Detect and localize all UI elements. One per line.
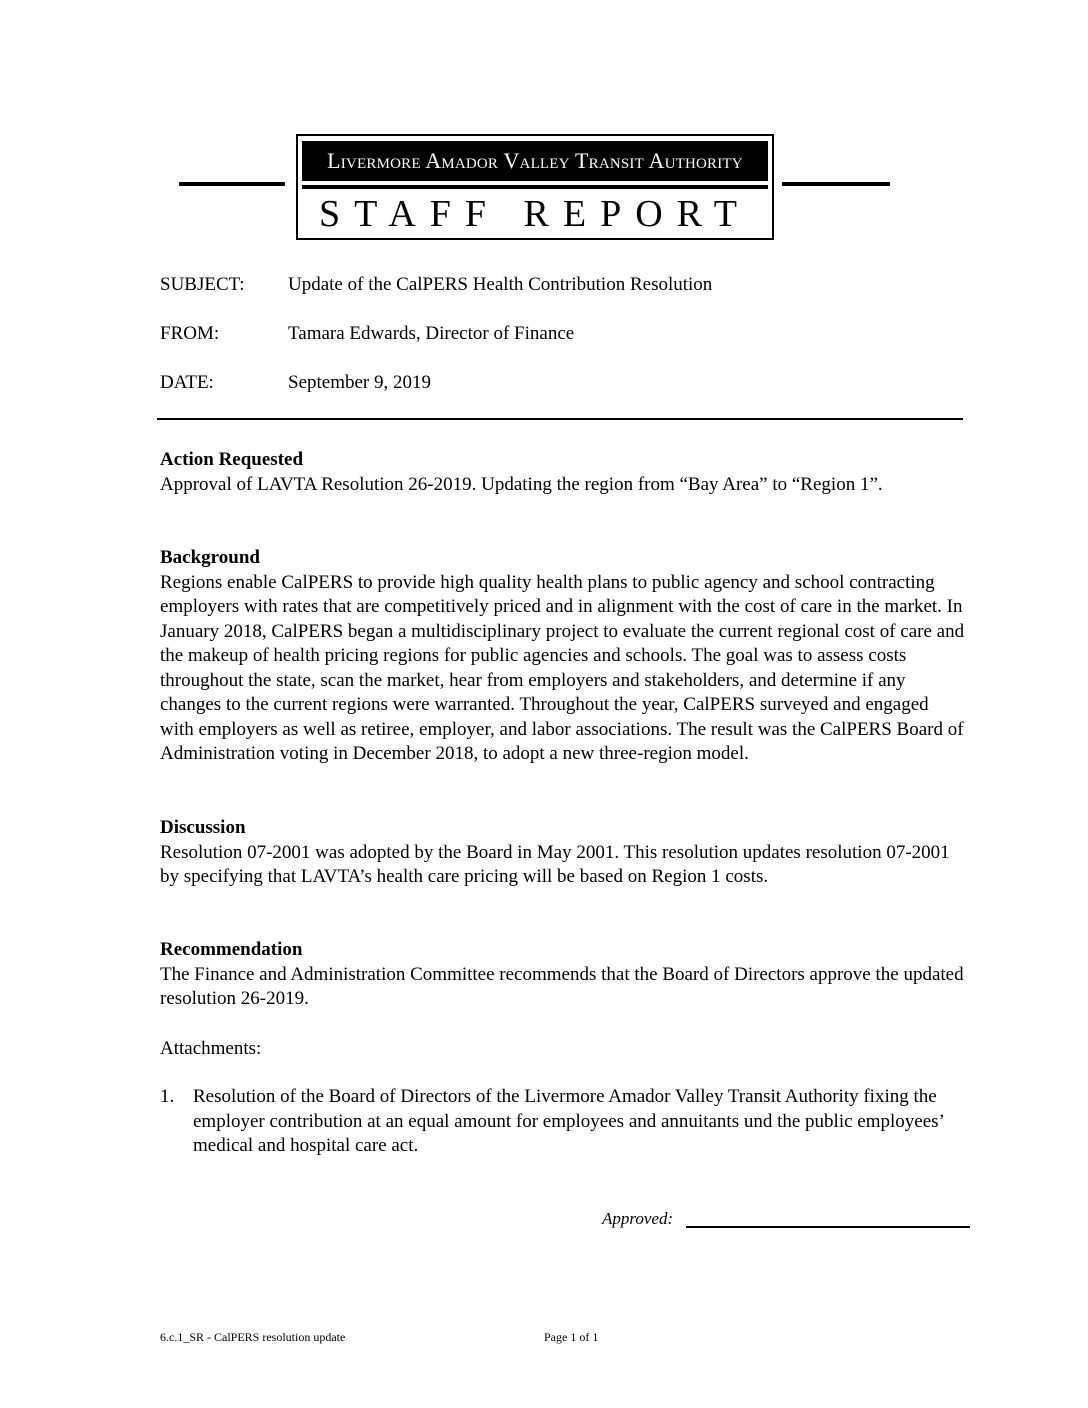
section-heading: Background [160,547,260,568]
header-rule-right [782,182,890,186]
attachment-item [160,1085,965,1159]
logo-divider [302,185,768,189]
footer-page-number: Page 1 of 1 [544,1330,599,1344]
subject-label: SUBJECT: [160,274,245,295]
attachment-number: 1. [160,1086,175,1107]
section-heading: Recommendation [160,939,303,960]
approval-signature-line [686,1226,970,1228]
date-value: September 9, 2019 [288,372,432,393]
section-heading: Discussion [160,817,246,838]
attachments-label: Attachments: [160,1038,262,1059]
section-text: Regions enable CalPERS to provide high quality health plans to public agency and school contracting employers with rates that are competitively priced and in alignment with the cost of care in the market. In January 2018, CalPERS began a multidisciplinary project to evaluate the current regional cost of care and the makeup of health pricing regions for public agencies and schools. The goal was to assess costs throughout the state, scan the market, hear from employers and stakeholders, and determine if any changes to the current regions were warranted. Throughout the year, CalPERS surveyed and engaged with employers as well as retiree, employer, and labor associations. The result was the CalPERS Board of Administration voting in December 2018, to adopt a new three-region model. [160,571,965,764]
report-title: STAFF REPORT [319,193,751,235]
date-label: DATE: [160,372,214,393]
footer-doc-id: 6.c.1_SR - CalPERS resolution update [160,1330,346,1344]
section-text: Resolution 07-2001 was adopted by the Board in May 2001. This resolution updates resolution 07-2001 by specifying that LAVTA’s health care pricing will be based on Region 1 costs. [160,841,950,887]
section-text: Approval of LAVTA Resolution 26-2019. Updating the region from “Bay Area” to “Region 1”. [160,473,883,495]
from-label: FROM: [160,323,220,344]
org-name-banner: Livermore Amador Valley Transit Authority [302,141,768,181]
approved-label: Approved: [602,1209,674,1228]
from-value: Tamara Edwards, Director of Finance [288,323,575,344]
section-recommendation [160,938,965,1012]
section-heading: Action Requested [160,449,304,470]
section-text: The Finance and Administration Committee recommends that the Board of Directors approve the updated resolution 26-2019. [160,963,964,1009]
subject-value: Update of the CalPERS Health Contribution Resolution [288,274,713,295]
section-discussion [160,816,965,890]
section-background [160,546,965,767]
section-action-requested [160,448,965,497]
header-rule-left [179,182,285,186]
attachment-text: Resolution of the Board of Directors of the Livermore Amador Valley Transit Authority fixing the employer contribution at an equal amount for employees and annuitants und the public employees’ medical and hospital care act. [193,1086,944,1156]
header-divider [157,418,963,420]
